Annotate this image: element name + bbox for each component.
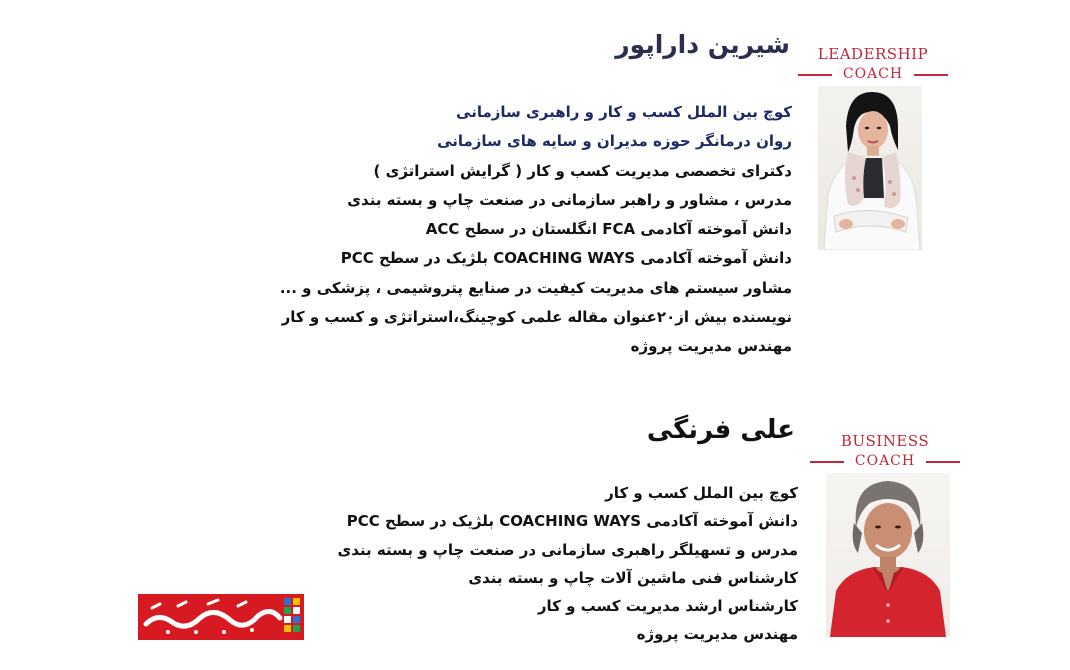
portrait-illustration bbox=[826, 473, 950, 637]
tile bbox=[293, 625, 300, 632]
credential-item: نویسنده بیش از۲۰عنوان مقاله علمی کوچینگ،استراتژی و کسب و کار bbox=[281, 308, 792, 327]
credential-item: دکترای تخصصی مدیریت کسب و کار ( گرایش استراتژی ) bbox=[373, 161, 792, 180]
role-badge-title: LEADERSHIP bbox=[817, 45, 929, 63]
role-badge-subtitle bbox=[798, 64, 948, 84]
tile bbox=[284, 607, 291, 614]
credentials-list bbox=[338, 479, 798, 649]
credentials-list bbox=[280, 98, 792, 362]
role-badge-subtitle-text: COACH bbox=[842, 66, 904, 82]
tile bbox=[284, 598, 291, 605]
badge-rule-left bbox=[798, 74, 832, 76]
role-badge-title: BUSINESS bbox=[840, 432, 930, 450]
credential-item: مشاور سیستم های مدیریت کیفیت در صنایع پتروشیمی ، پزشکی و ... bbox=[279, 278, 792, 297]
portrait-illustration bbox=[818, 86, 922, 250]
badge-rule-right bbox=[926, 461, 960, 463]
tile bbox=[293, 616, 300, 623]
role-badge bbox=[810, 431, 960, 471]
credential-item: کارشناس فنی ماشین آلات چاپ و بسته بندی bbox=[468, 568, 798, 587]
tile bbox=[293, 598, 300, 605]
role-badge-subtitle-text: COACH bbox=[854, 453, 916, 469]
credential-item: دانش آموخته آکادمی COACHING WAYS بلژیک در سطح PCC bbox=[340, 249, 792, 268]
credential-item: مهندس مدیریت پروژه bbox=[636, 625, 798, 644]
credential-item: مهندس مدیریت پروژه bbox=[630, 337, 792, 356]
role-badge bbox=[798, 44, 948, 84]
logo-color-tiles-icon bbox=[282, 594, 304, 640]
credential-item: روان درمانگر حوزه مدیران و سایه های سازمانی bbox=[437, 132, 792, 151]
publisher-logo bbox=[138, 594, 304, 640]
credential-item: مدرس و تسهیلگر راهبری سازمانی در صنعت چاپ و بسته بندی bbox=[337, 540, 798, 559]
credential-item: مدرس ، مشاور و راهبر سازمانی در صنعت چاپ و بسته بندی bbox=[347, 190, 792, 209]
credential-item: دانش آموخته آکادمی FCA انگلستان در سطح ACC bbox=[425, 220, 792, 239]
badge-rule-left bbox=[810, 461, 844, 463]
coach-name: علی فرنگی bbox=[646, 415, 795, 445]
tile bbox=[284, 616, 291, 623]
role-badge-subtitle bbox=[810, 451, 960, 471]
tile bbox=[284, 625, 291, 632]
portrait-photo bbox=[826, 473, 950, 637]
badge-rule-right bbox=[914, 74, 948, 76]
credential-item: کوچ بین الملل کسب و کار و راهبری سازمانی bbox=[456, 103, 792, 121]
tile bbox=[293, 607, 300, 614]
credential-item: کارشناس ارشد مدیریت کسب و کار bbox=[537, 597, 798, 616]
coach-name: شیرین داراپور bbox=[615, 30, 790, 59]
logo-text-art bbox=[138, 594, 304, 640]
portrait-photo bbox=[818, 86, 922, 250]
credential-item: کوچ بین الملل کسب و کار bbox=[605, 484, 798, 502]
credential-item: دانش آموخته آکادمی COACHING WAYS بلژیک در سطح PCC bbox=[346, 512, 798, 531]
